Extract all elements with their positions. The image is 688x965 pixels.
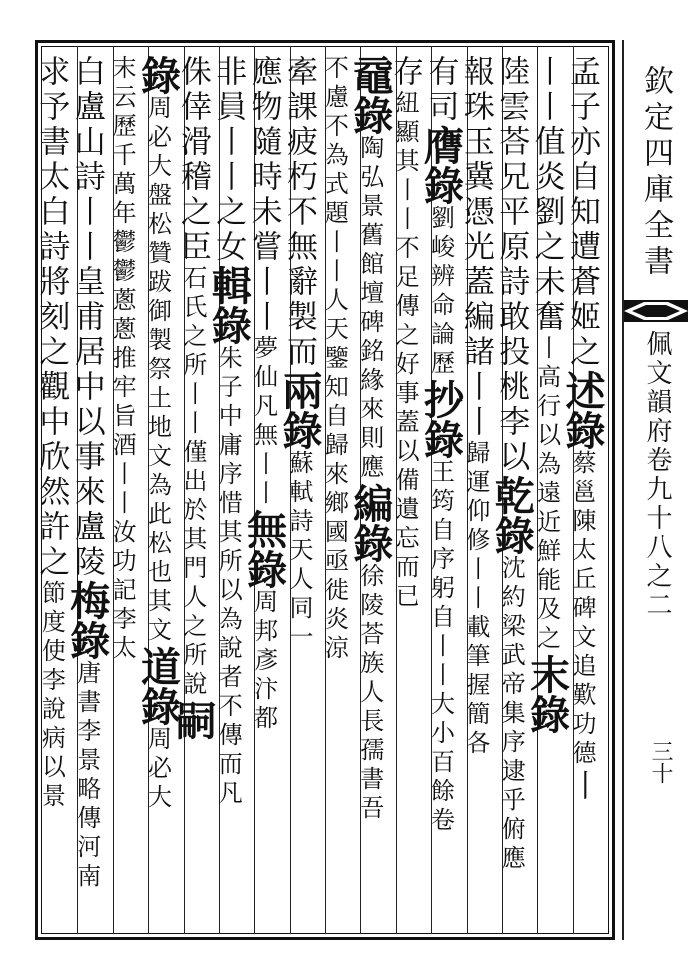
text-segment: 劉峻辨命論歷 bbox=[426, 205, 455, 379]
text-segment: 丨 bbox=[564, 769, 600, 804]
text-segment: 徐陵荅族人長孺書吾 bbox=[355, 563, 384, 824]
text-segment: 記李太 bbox=[108, 577, 137, 664]
text-segment: 周必大 bbox=[143, 726, 172, 813]
text-segment: 王筠自序躬自丨丨大小百餘卷 bbox=[426, 459, 455, 836]
heading-term: 無錄 bbox=[240, 509, 288, 589]
text-segment: 丨高行以為遠近鮮能及之 bbox=[532, 335, 561, 654]
text-column bbox=[488, 55, 536, 925]
text-segment: 末云歷千萬年鬱鬱蔥蔥推牢旨酒丨丨汝功 bbox=[108, 55, 137, 577]
text-column bbox=[108, 55, 147, 925]
heading-term: 黿錄 bbox=[346, 55, 394, 135]
text-segment: 有司 bbox=[422, 55, 459, 125]
text-segment: 陸雲荅兄平原詩敢投桃李以 bbox=[493, 55, 530, 475]
text-segment: 歸運仰修丨丨載筆握簡各 bbox=[461, 440, 490, 759]
text-column bbox=[276, 55, 324, 925]
text-segment: 唐書李景略傳河南 bbox=[72, 660, 101, 892]
text-segment: 夢仙凡無丨丨 bbox=[249, 335, 278, 509]
text-segment: 自歸來鄉國亟徙炎涼 bbox=[320, 403, 349, 664]
text-segment: 沈約梁武帝集序逮乎俯應 bbox=[497, 555, 526, 874]
text-segment: 報珠玉冀憑光蓋編諸丨丨 bbox=[457, 55, 494, 440]
text-column bbox=[63, 55, 111, 925]
volume-label: 卷九十八之二 bbox=[642, 446, 672, 620]
text-column bbox=[523, 55, 571, 925]
heading-term: 抄錄 bbox=[417, 379, 465, 459]
text-segment: 非員丨丨之女 bbox=[210, 55, 247, 265]
text-segment: 石氏之所丨丨僅出於其門人之所說 bbox=[178, 265, 207, 700]
text-segment: 存 bbox=[387, 55, 424, 90]
work-title: 佩文韻府 bbox=[642, 330, 672, 446]
heading-term: 末錄 bbox=[523, 654, 571, 734]
text-column bbox=[33, 55, 76, 925]
text-column bbox=[559, 55, 607, 925]
text-column bbox=[417, 55, 465, 925]
heading-term: 輯錄 bbox=[205, 265, 253, 345]
text-column bbox=[169, 55, 218, 925]
text-column bbox=[346, 55, 394, 925]
heading-term: 編錄 bbox=[346, 483, 394, 563]
heading-term: 道錄 bbox=[134, 646, 182, 726]
chapter-label bbox=[636, 330, 678, 630]
heading-term: 嗣 bbox=[169, 700, 217, 740]
text-segment: 陶弘景舊館壇碑銘緣來則應 bbox=[355, 135, 384, 483]
text-segment: 紐顯其丨丨 bbox=[391, 90, 420, 235]
heading-term: 述錄 bbox=[559, 370, 606, 450]
text-segment: 不足傳之好事蓋以備遺忘而已 bbox=[391, 235, 420, 612]
text-column bbox=[205, 55, 253, 925]
text-segment: 蘇軾詩天人同一 bbox=[285, 450, 313, 653]
text-segment: 牽課疲朽不無辭製而 bbox=[281, 55, 317, 370]
fishtail-mark-icon bbox=[624, 300, 688, 322]
text-segment: 節度使李說病以景 bbox=[37, 580, 66, 812]
text-segment: 丨丨值炎劉之未奮 bbox=[528, 55, 565, 335]
text-segment: 不慮不為式題丨丨人天鑒知 bbox=[320, 55, 349, 403]
text-segment: 周邦彥汴都 bbox=[249, 589, 278, 734]
text-segment: 孟子亦自知遭蒼姬之 bbox=[564, 55, 600, 370]
text-column bbox=[134, 55, 182, 925]
text-segment: 蔡邕陳太丘碑文追歎功德 bbox=[568, 450, 596, 769]
text-segment: 周必大盤松贊跋御製祭土地文為此松也其文 bbox=[143, 95, 172, 646]
heading-term: 兩錄 bbox=[276, 370, 323, 450]
text-column bbox=[240, 55, 288, 925]
text-column bbox=[320, 55, 359, 925]
edge-divider bbox=[622, 40, 624, 940]
text-segment: 侏倖滑稽之臣 bbox=[174, 55, 211, 265]
page-number: 三十 bbox=[648, 740, 673, 784]
heading-term: 乾錄 bbox=[488, 475, 536, 555]
text-segment: 白盧山詩丨丨皇甫居中以事來盧陵 bbox=[68, 55, 105, 580]
heading-term: 梅錄 bbox=[63, 580, 111, 660]
text-segment: 朱子中庸序惜其所以為說者不傳而凡 bbox=[214, 345, 243, 809]
text-segment: 應物隨時未嘗丨丨 bbox=[245, 55, 282, 335]
text-column bbox=[457, 55, 501, 925]
heading-term: 錄 bbox=[134, 55, 182, 95]
heading-term: 膺錄 bbox=[417, 125, 465, 205]
book-title: 欽定四庫全書 bbox=[638, 65, 673, 281]
text-segment: 求予書太白詩將刻之觀中欣然許之 bbox=[33, 55, 70, 580]
text-column bbox=[387, 55, 430, 925]
